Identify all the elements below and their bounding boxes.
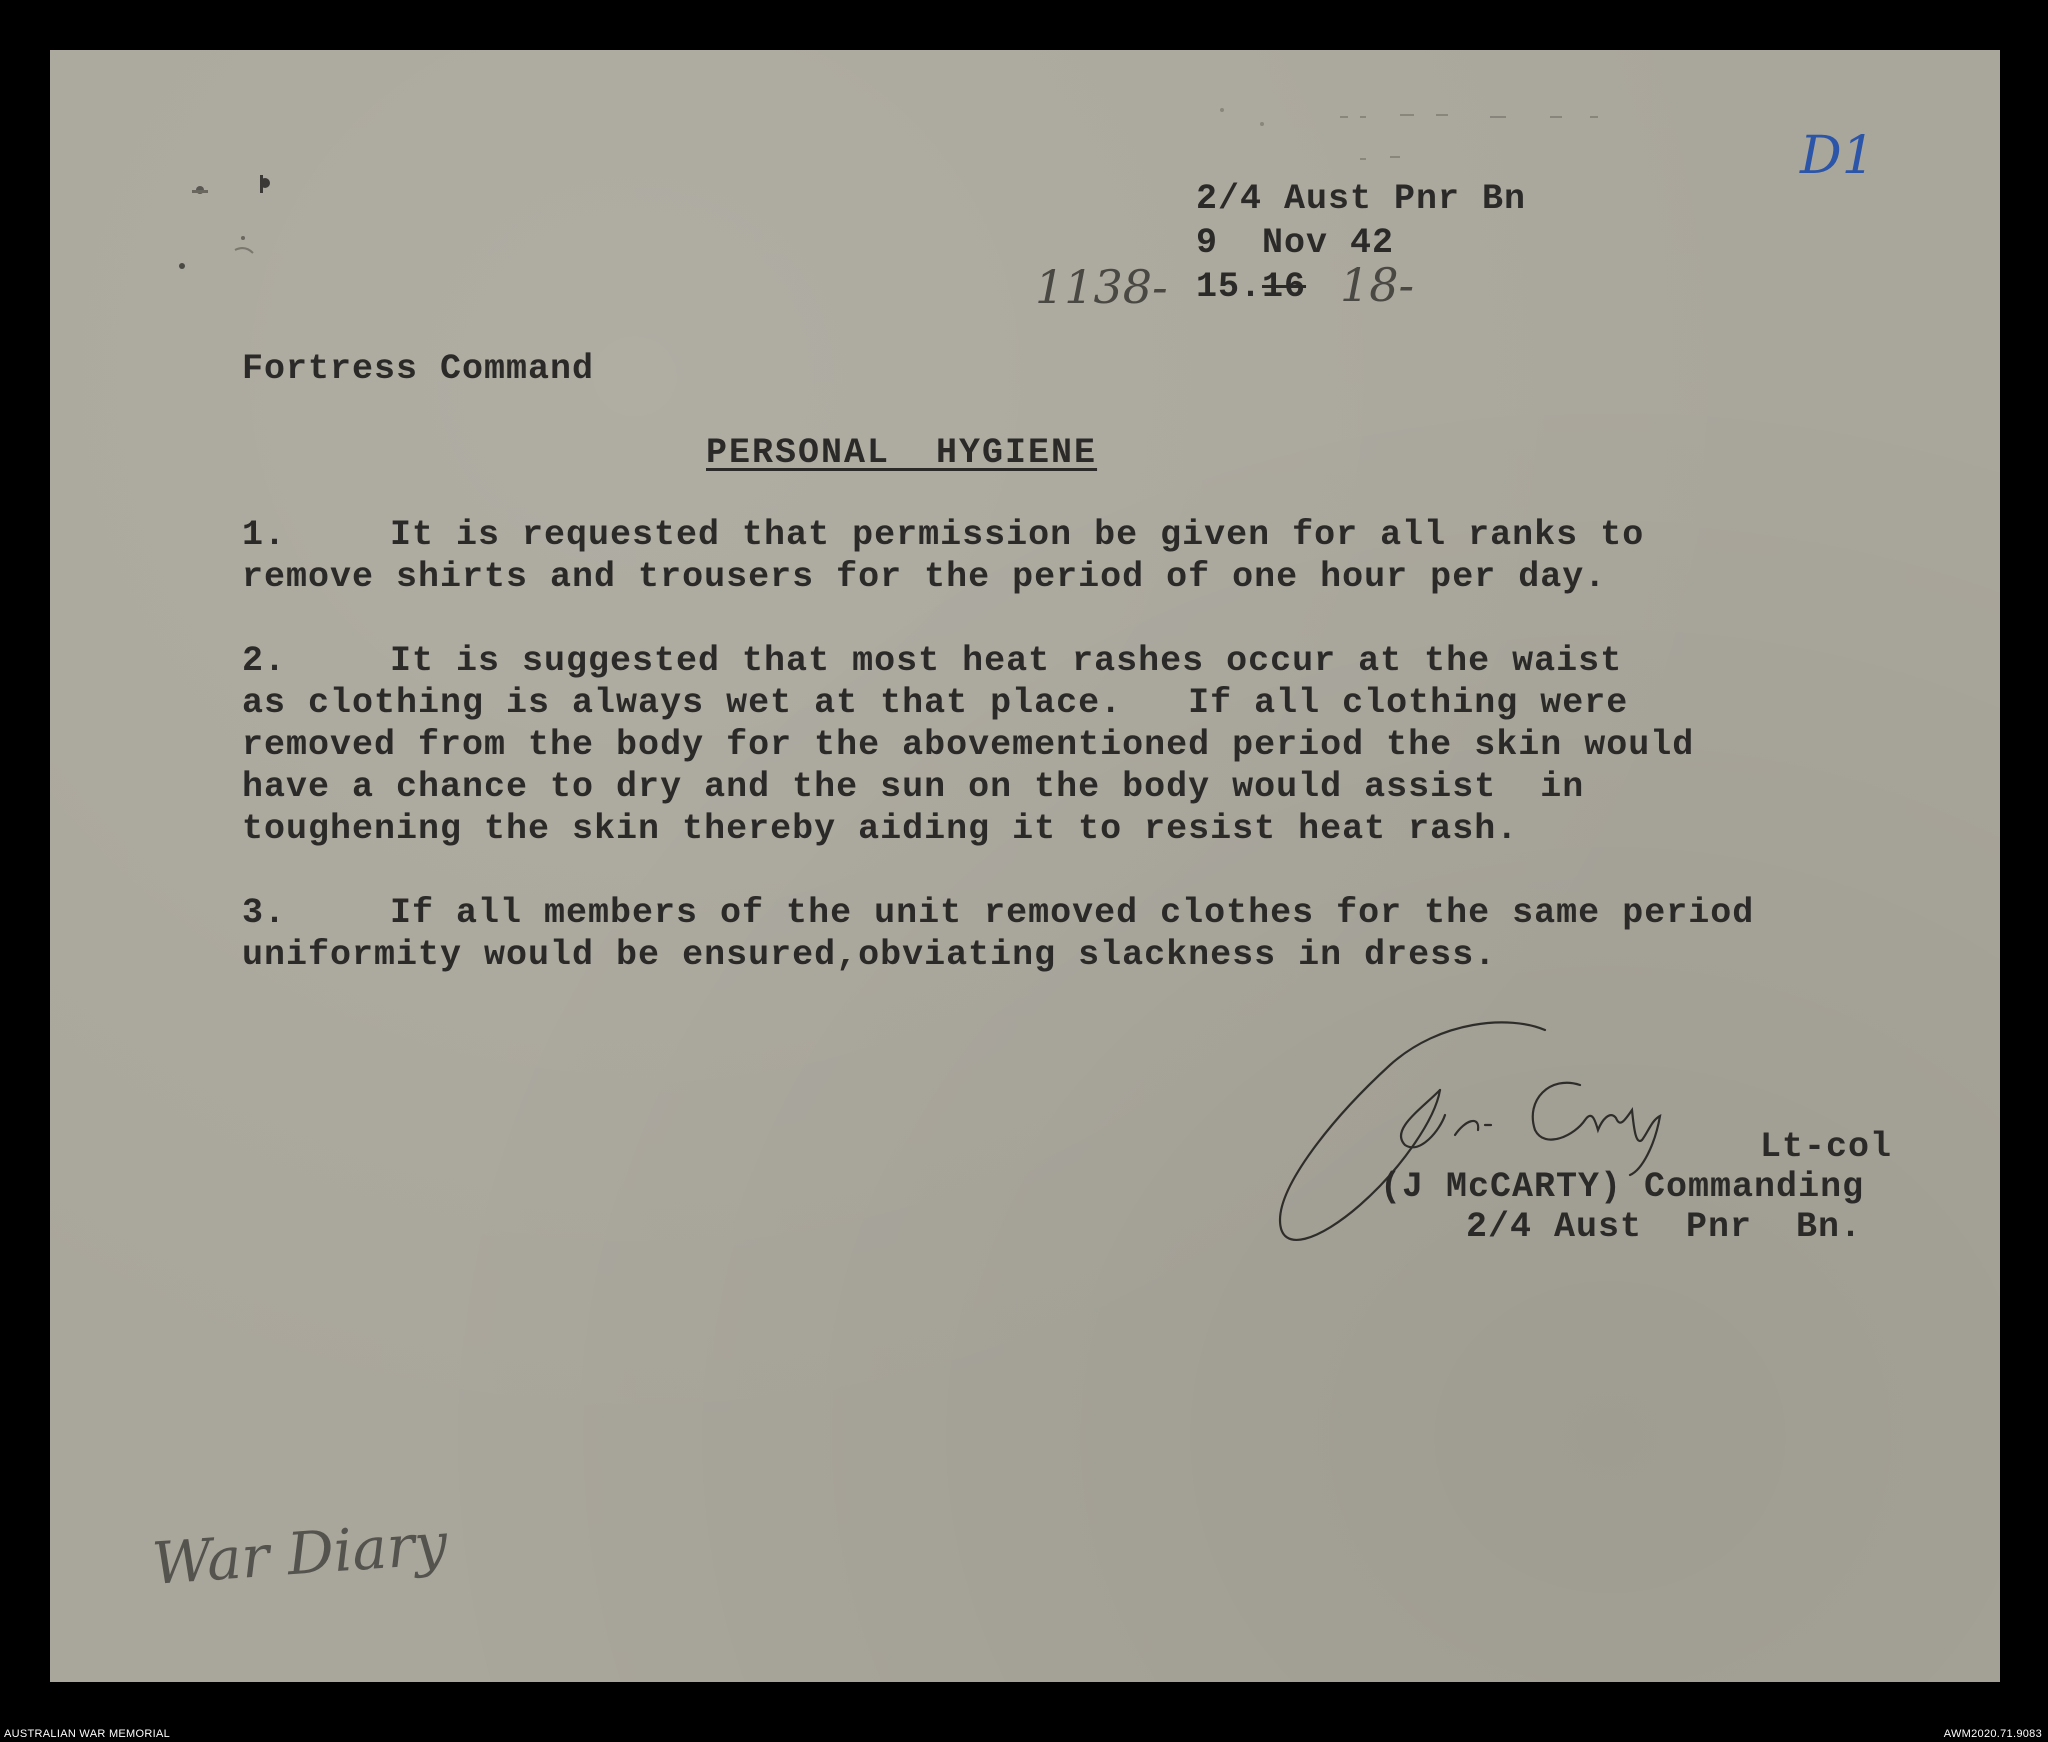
addressee: Fortress Command — [242, 349, 595, 389]
paragraph-line: If all members of the unit removed clothes for the same period — [390, 893, 1755, 933]
footer-source: AUSTRALIAN WAR MEMORIAL — [4, 1728, 171, 1740]
paragraph-line: as clothing is always wet at that place. If all clothing were — [242, 683, 1629, 723]
handwritten-ref-suffix: 18- — [1340, 258, 1415, 312]
document-page — [50, 50, 2000, 1682]
header-date: 9 Nov 42 — [1196, 223, 1395, 263]
signature-name: (J McCARTY) Commanding — [1380, 1167, 1865, 1207]
top-smudge-marks — [50, 50, 2000, 250]
paragraph-number: 1. — [242, 515, 287, 555]
signature — [1250, 970, 1810, 1300]
corner-mark-d1: D1 — [1800, 126, 1875, 186]
paragraph-line: It is suggested that most heat rashes occur at the waist — [390, 641, 1623, 681]
paragraph-line: have a chance to dry and the sun on the body would assist in — [242, 767, 1585, 807]
handwritten-ref-number: 1138- — [1035, 260, 1168, 314]
document-title: PERSONAL HYGIENE — [706, 433, 1098, 473]
paragraph-line: removed from the body for the abovementioned period the skin would — [242, 725, 1695, 765]
signature-unit: 2/4 Aust Pnr Bn. — [1466, 1207, 1863, 1247]
header-ref — [1196, 266, 1306, 308]
paragraph-line: It is requested that permission be given for all ranks to — [390, 515, 1645, 555]
war-diary-note: War Diary — [150, 1509, 450, 1598]
ref-struck: 16 — [1262, 267, 1307, 307]
footer-item-id: AWM2020.71.9083 — [1943, 1728, 2042, 1740]
ref-prefix: 15. — [1196, 267, 1263, 307]
header-unit: 2/4 Aust Pnr Bn — [1196, 179, 1527, 219]
signature-rank: Lt-col — [1760, 1127, 1893, 1167]
paragraph-line: uniformity would be ensured,obviating slackness in dress. — [242, 935, 1497, 975]
paragraph-number: 3. — [242, 893, 287, 933]
paragraph-line: remove shirts and trousers for the period of one hour per day. — [242, 557, 1607, 597]
paragraph-number: 2. — [242, 641, 287, 681]
paragraph-line: toughening the skin thereby aiding it to resist heat rash. — [242, 809, 1519, 849]
